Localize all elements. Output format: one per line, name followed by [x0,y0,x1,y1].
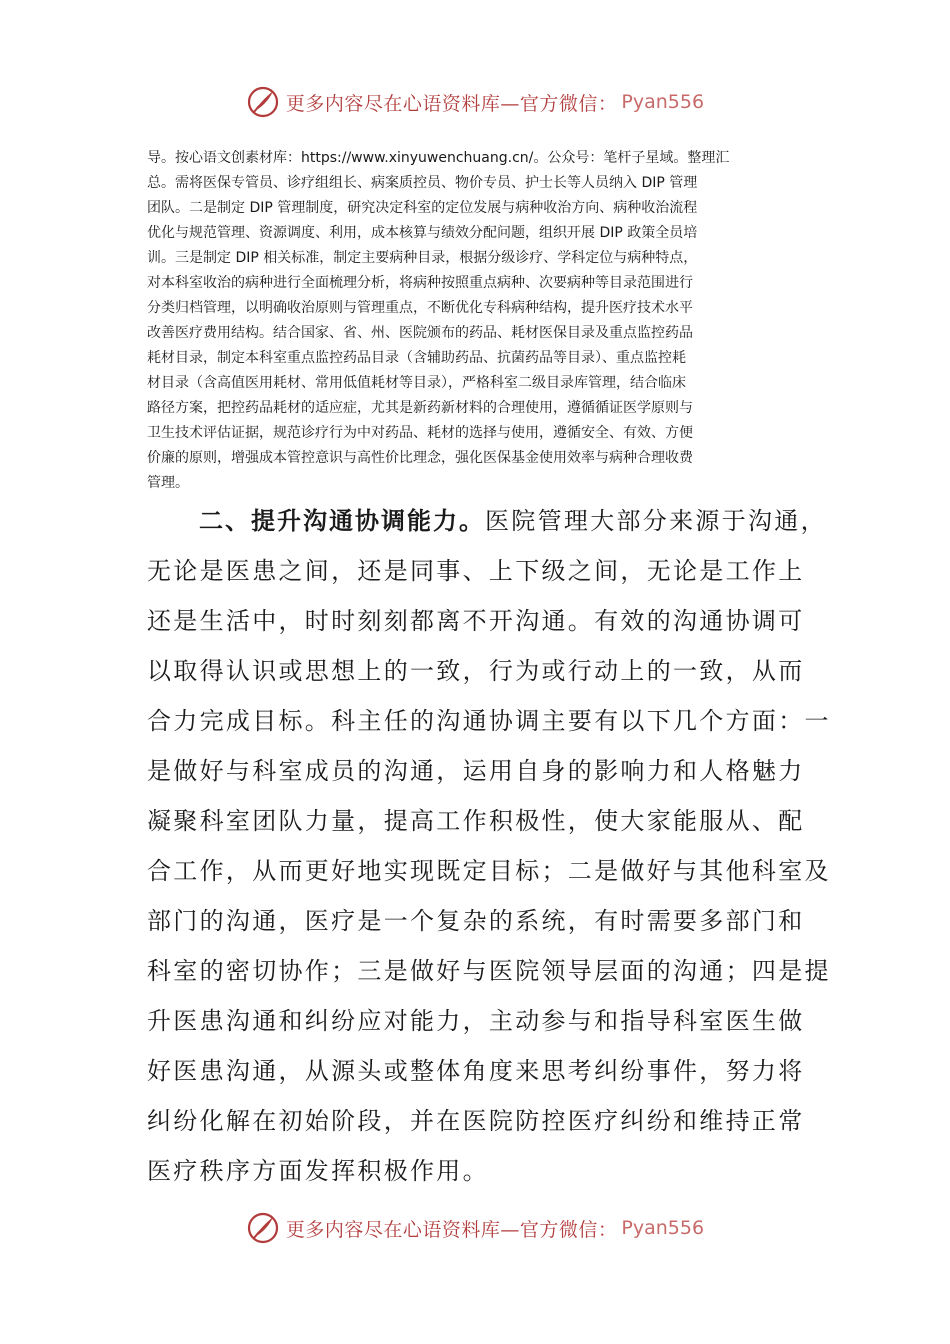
quill-logo-icon [246,85,280,119]
text-line: 以取得认识或思想上的一致，行为或行动上的一致，从而 [147,657,805,685]
banner-wechat-id: Pyan556 [621,91,705,113]
banner-text: 更多内容尽在心语资料库—官方微信： [285,92,618,115]
text-line: 价廉的原则，增强成本管控意识与高性价比理念，强化医保基金使用效率与病种合理收费 [147,450,693,466]
text-line: 总。需将医保专管员、诊疗组组长、病案质控员、物价专员、护士长等人员纳入 DIP 管理 [147,175,698,191]
section-heading: 二、提升沟通协调能力。 [199,507,485,535]
small-paragraph [147,146,817,496]
heading-line [147,496,837,546]
text-line: 卫生技术评估证据，规范诊疗行为中对药品、耗材的选择与使用，遵循安全、有效、方便 [147,425,693,441]
text-line: 训。三是制定 DIP 相关标准，制定主要病种目录，根据分级诊疗、学科定位与病种特点， [147,250,698,266]
text-line: 优化与规范管理、资源调度、利用，成本核算与绩效分配问题，组织开展 DIP 政策全员培 [147,225,698,241]
text-line: 是做好与科室成员的沟通，运用自身的影响力和人格魅力 [147,757,805,785]
text-line: 路径方案，把控药品耗材的适应症，尤其是新药新材料的合理使用，遵循循证医学原则与 [147,400,693,416]
text-line: 部门的沟通，医疗是一个复杂的系统，有时需要多部门和 [147,907,805,935]
text-line: 导。按心语文创素材库：https://www.xinyuwenchuang.cn/。公众号：笔杆子星域。整理汇 [147,150,730,166]
quill-logo-icon [246,1211,280,1245]
text-line: 分类归档管理，以明确收治原则与管理重点，不断优化专科病种结构，提升医疗技术水平 [147,300,693,316]
footer-banner [0,1208,950,1248]
text-line: 耗材目录，制定本科室重点监控药品目录（含辅助药品、抗菌药品等目录）、重点监控耗 [147,350,686,366]
text-line: 纠纷化解在初始阶段，并在医院防控医疗纠纷和维持正常 [147,1107,805,1135]
header-banner [0,82,950,122]
text-line: 团队。二是制定 DIP 管理制度，研究决定科室的定位发展与病种收治方向、病种收治流程 [147,200,698,216]
text-line: 合工作，从而更好地实现既定目标；二是做好与其他科室及 [147,857,831,885]
text-line: 科室的密切协作；三是做好与医院领导层面的沟通；四是提 [147,957,831,985]
text-line: 管理。 [147,475,189,491]
banner-wechat-id: Pyan556 [621,1217,705,1239]
text-line: 材目录（含高值医用耗材、常用低值耗材等目录），严格科室二级目录库管理，结合临床 [147,375,686,391]
text-line: 医疗秩序方面发挥积极作用。 [147,1157,489,1185]
text-line: 凝聚科室团队力量，提高工作积极性，使大家能服从、配 [147,807,805,835]
text-line: 还是生活中，时时刻刻都离不开沟通。有效的沟通协调可 [147,607,805,635]
section-paragraph [147,496,837,1196]
text-line: 改善医疗费用结构。结合国家、省、州、医院颁布的药品、耗材医保目录及重点监控药品 [147,325,693,341]
text-line: 无论是医患之间，还是同事、上下级之间，无论是工作上 [147,557,805,585]
text-line: 合力完成目标。科主任的沟通协调主要有以下几个方面：一 [147,707,831,735]
banner-text: 更多内容尽在心语资料库—官方微信： [285,1218,618,1241]
text-line: 医院管理大部分来源于沟通， [485,507,827,535]
text-line: 对本科室收治的病种进行全面梳理分析，将病种按照重点病种、次要病种等目录范围进行 [147,275,693,291]
text-line: 好医患沟通，从源头或整体角度来思考纠纷事件，努力将 [147,1057,805,1085]
text-line: 升医患沟通和纠纷应对能力，主动参与和指导科室医生做 [147,1007,805,1035]
